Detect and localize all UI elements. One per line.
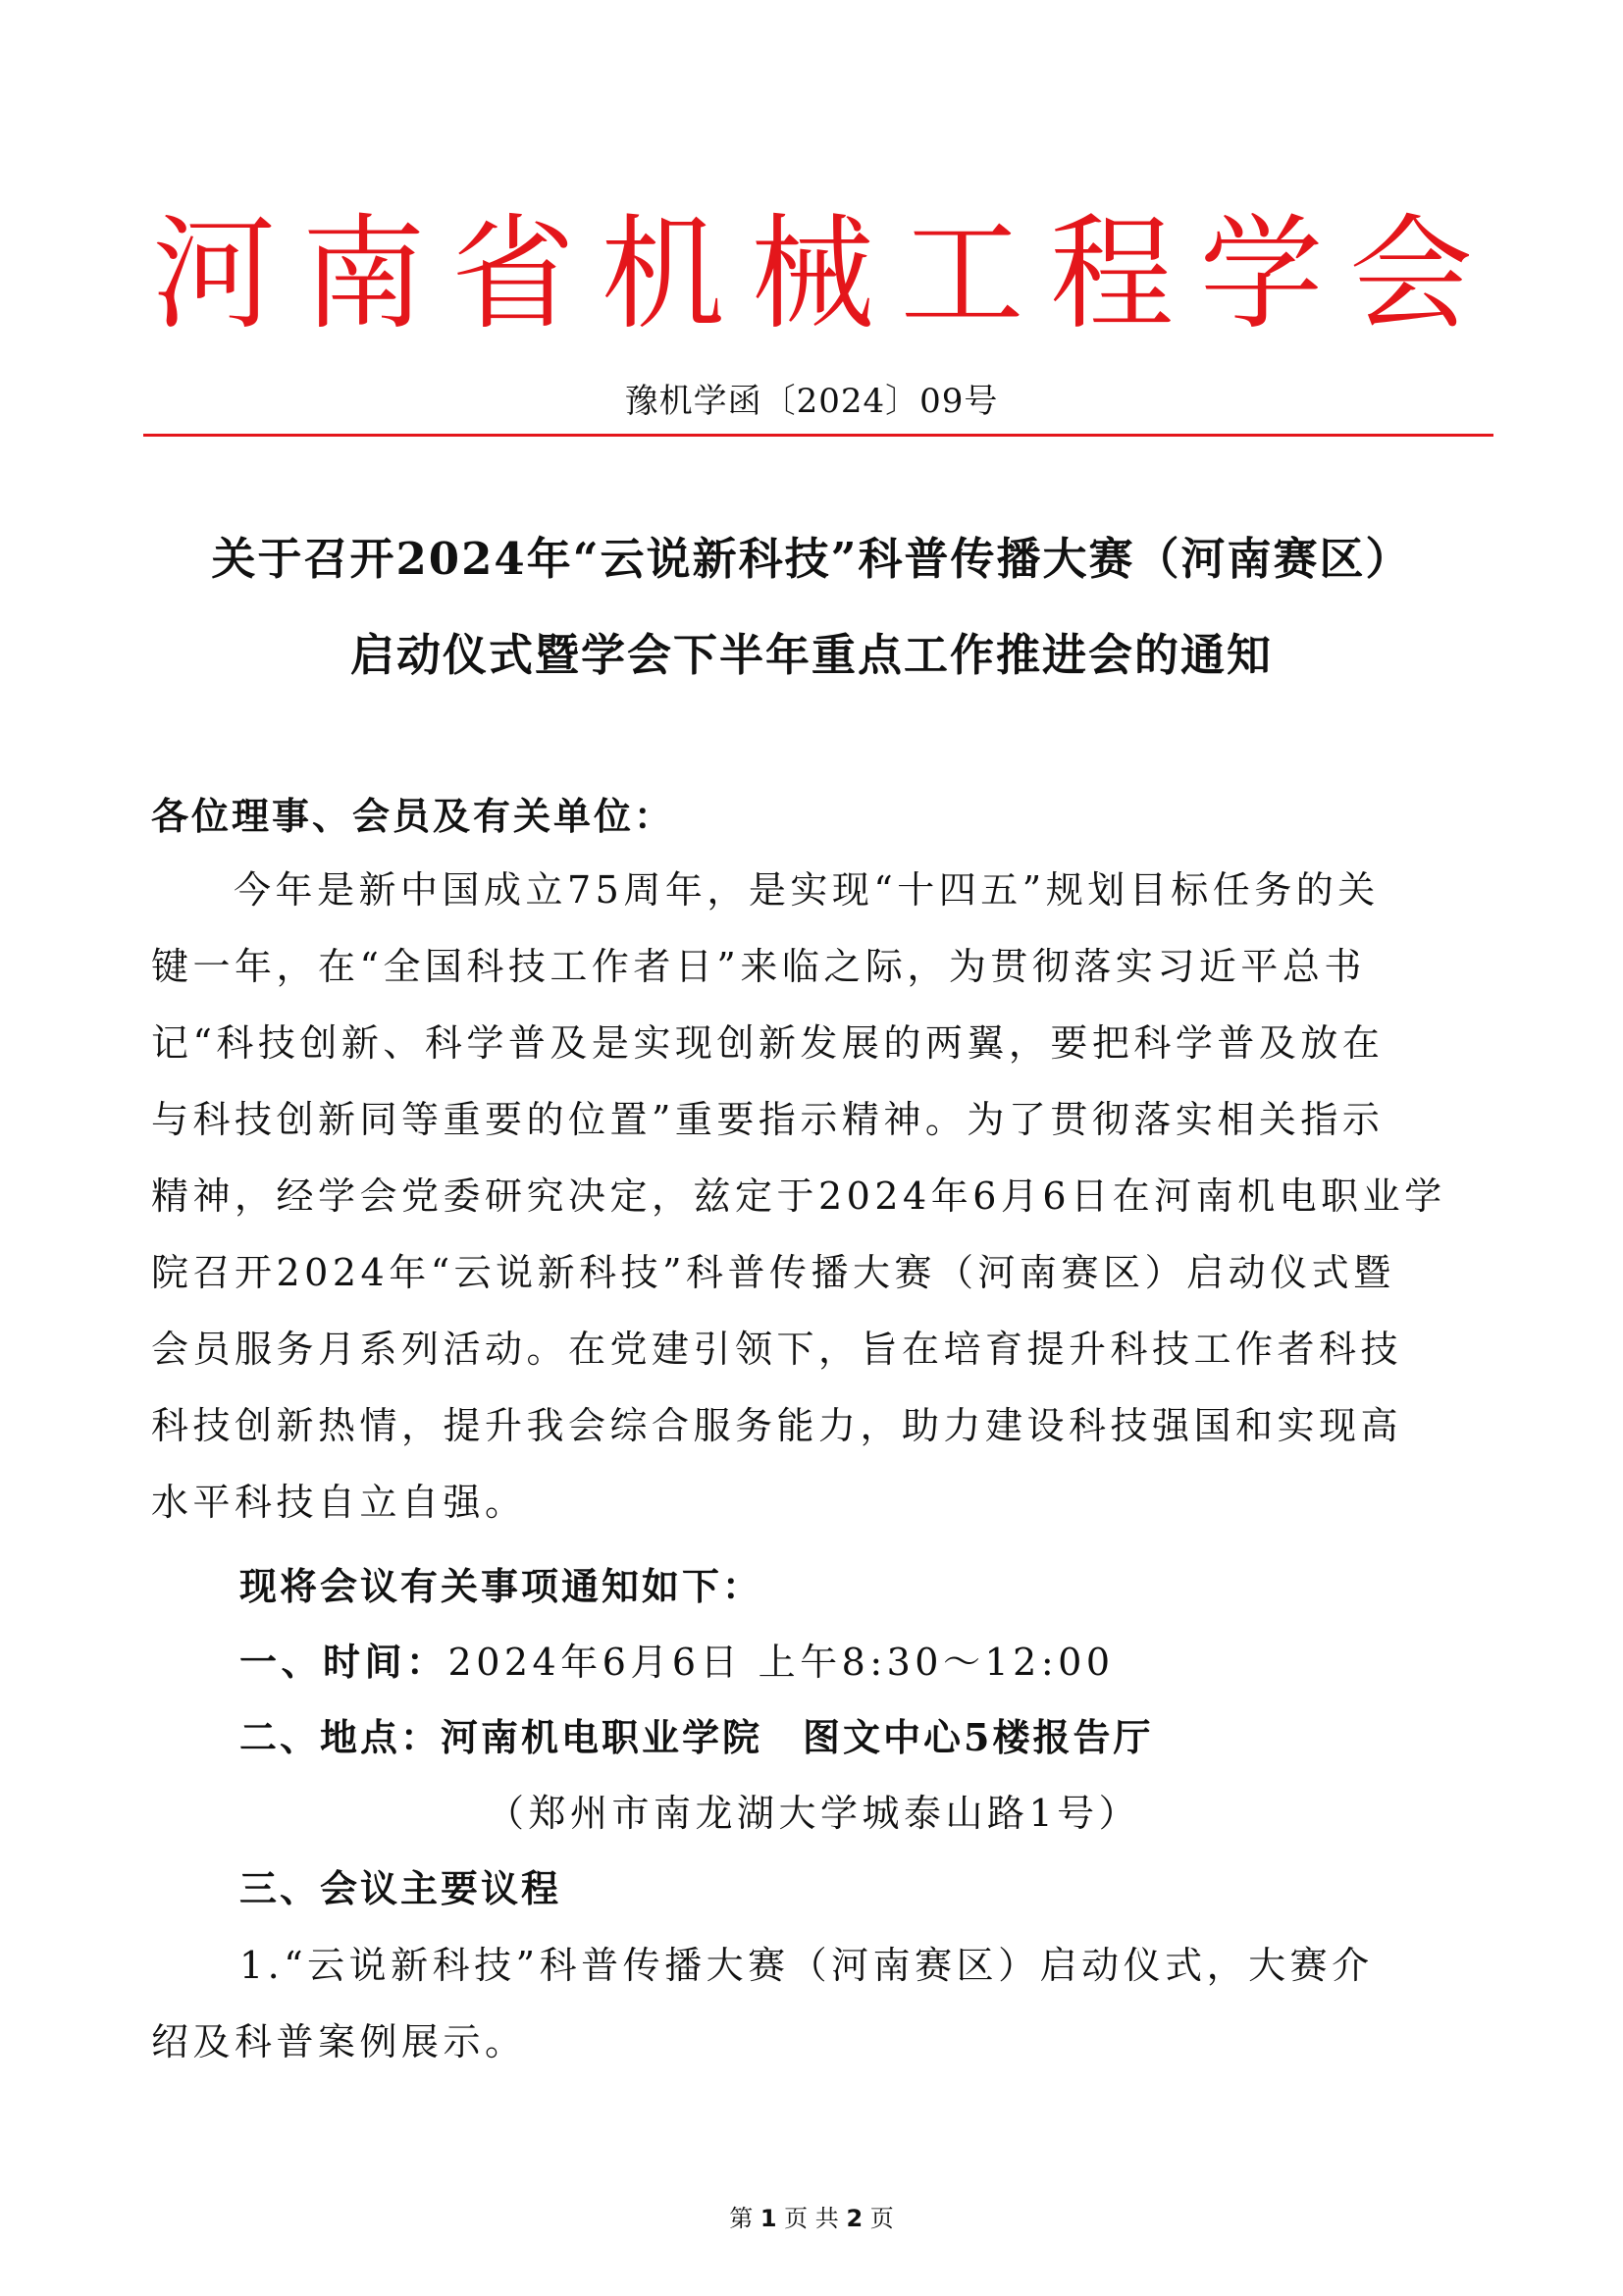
footer-middle: 页 共 — [784, 2205, 839, 2232]
salutation: 各位理事、会员及有关单位： — [151, 794, 675, 838]
masthead-char: 南 — [301, 202, 426, 346]
masthead-char: 会 — [1349, 202, 1473, 346]
footer-suffix: 页 — [869, 2205, 894, 2232]
header-divider — [143, 434, 1493, 437]
meeting-time — [239, 1628, 1564, 1696]
masthead-char: 省 — [451, 202, 575, 346]
paragraph-line: 会员服务月系列活动。在党建引领下，旨在培育提升科技工作者科技 — [151, 1328, 1403, 1371]
place-label: 二、地点： — [239, 1715, 442, 1759]
paragraph-line: 院召开2024年“云说新科技”科普传播大赛（河南赛区）启动仪式暨 — [151, 1251, 1395, 1294]
time-label: 一、时间： — [239, 1640, 448, 1684]
paragraph-line: 今年是新中国成立75周年，是实现“十四五”规划目标任务的关 — [234, 868, 1380, 912]
org-masthead — [145, 201, 1480, 348]
paragraph-line: 水平科技自立自强。 — [151, 1481, 527, 1524]
paragraph-line: 键一年，在“全国科技工作者日”来临之际，为贯彻落实习近平总书 — [151, 945, 1366, 988]
footer-total-pages: 2 — [846, 2205, 864, 2232]
masthead-char: 工 — [900, 202, 1024, 346]
document-number: 豫机学函〔2024〕09号 — [624, 382, 999, 421]
agenda-item-1: 1.“云说新科技”科普传播大赛（河南赛区）启动仪式，大赛介 — [239, 1944, 1374, 1987]
masthead-char: 机 — [601, 202, 725, 346]
masthead-char: 械 — [751, 202, 874, 346]
place-value: 河南机电职业学院 图文中心5楼报告厅 — [441, 1715, 1154, 1759]
agenda-heading: 三、会议主要议程 — [239, 1866, 562, 1910]
paragraph-line: 科技创新热情，提升我会综合服务能力，助力建设科技强国和实现高 — [151, 1404, 1403, 1447]
masthead-char: 学 — [1199, 202, 1324, 346]
paragraph-line: 精神，经学会党委研究决定，兹定于2024年6月6日在河南机电职业学 — [151, 1174, 1446, 1218]
document-title-line-1: 关于召开2024年“云说新科技”科普传播大赛（河南赛区） — [211, 533, 1412, 585]
page-footer — [0, 2202, 1623, 2235]
document-title-line-2: 启动仪式暨学会下半年重点工作推进会的通知 — [349, 629, 1273, 681]
agenda-item-1-continued: 绍及科普案例展示。 — [151, 2020, 527, 2063]
meeting-address: （郑州市南龙湖大学城泰山路1号） — [487, 1792, 1141, 1835]
meeting-place — [239, 1703, 1564, 1772]
paragraph-line: 记“科技创新、科学普及是实现创新发展的两翼，要把科学普及放在 — [151, 1021, 1385, 1065]
footer-page-number: 1 — [759, 2205, 777, 2232]
masthead-char: 程 — [1050, 202, 1174, 346]
footer-prefix: 第 — [729, 2205, 754, 2232]
masthead-char: 河 — [152, 202, 276, 346]
paragraph-line: 与科技创新同等重要的位置”重要指示精神。为了贯彻落实相关指示 — [151, 1098, 1385, 1141]
notice-intro: 现将会议有关事项通知如下： — [239, 1564, 763, 1608]
body-paragraph — [151, 852, 1476, 1540]
time-value: 2024年6月6日 上午8:30～12:00 — [447, 1641, 1115, 1684]
